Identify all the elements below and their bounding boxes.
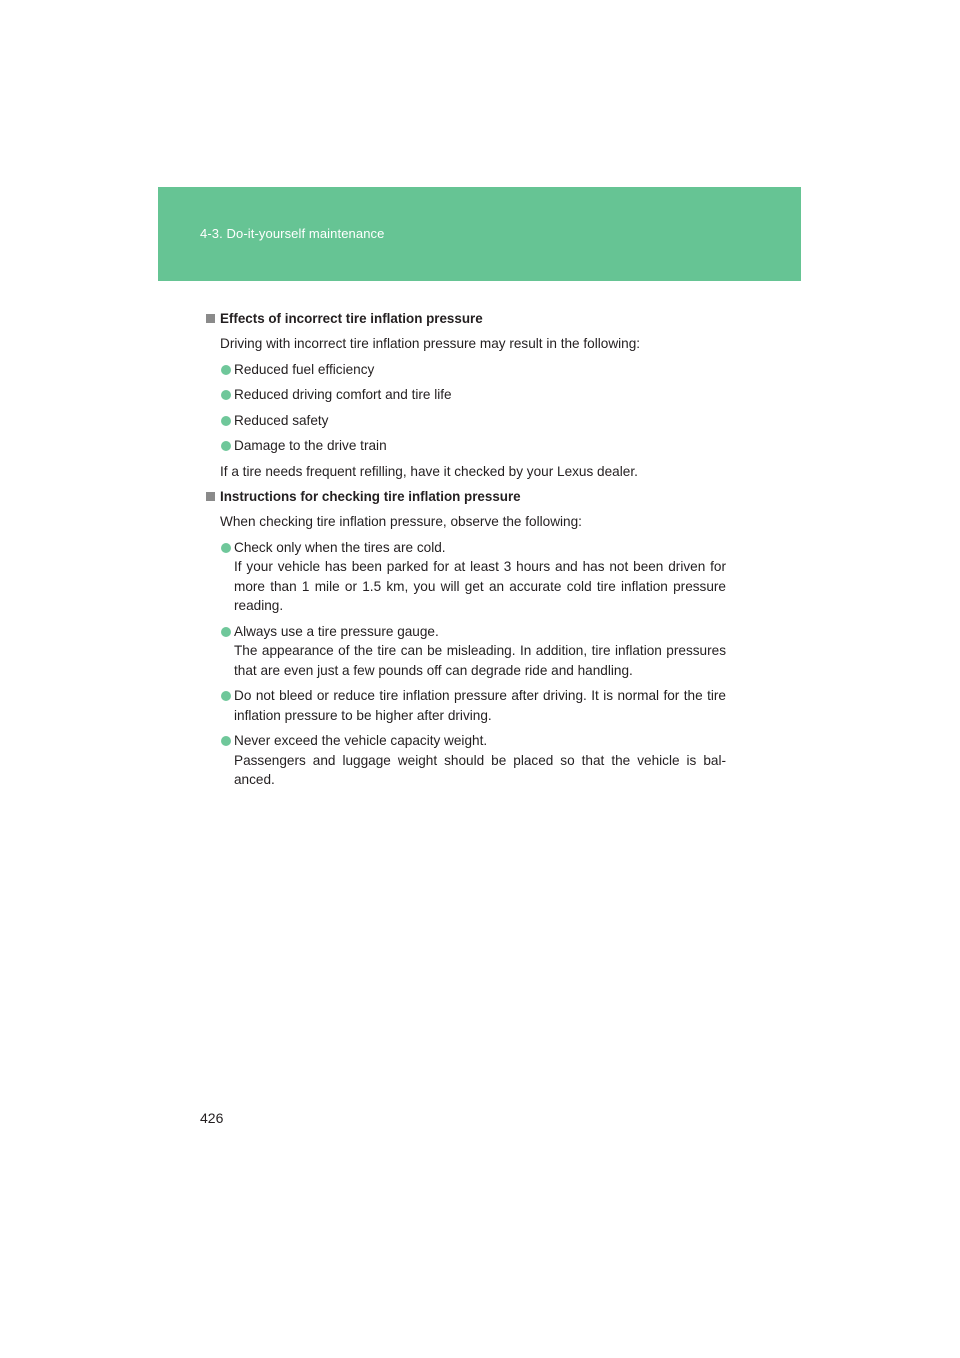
circle-bullet-icon	[221, 416, 231, 426]
circle-bullet-icon	[221, 543, 231, 553]
list-item	[206, 686, 726, 725]
list-item-text: Reduced driving comfort and tire life	[234, 387, 452, 402]
list-item-title: Check only when the tires are cold.	[234, 539, 446, 555]
section-heading-text: Instructions for checking tire inflation pressure	[220, 488, 521, 504]
list-item	[206, 385, 726, 405]
circle-bullet-icon	[221, 441, 231, 451]
circle-bullet-icon	[221, 390, 231, 400]
list-item-detail: The appearance of the tire can be misleading. In addition, tire inflation pressures that are even just a few pounds off can degrade ride and handling.	[234, 643, 726, 678]
section-intro: When checking tire inflation pressure, observe the following:	[220, 514, 582, 529]
list-item-text: Damage to the drive train	[234, 438, 387, 453]
page-content	[206, 309, 726, 790]
list-item-detail: If your vehicle has been parked for at least 3 hours and has not been driven for more than 1 mile or 1.5 km, you will get an accurate cold tire inflation pressure reading.	[234, 559, 726, 613]
circle-bullet-icon	[221, 365, 231, 375]
section-note: If a tire needs frequent refilling, have it checked by your Lexus dealer.	[220, 463, 638, 479]
list-item	[206, 538, 726, 616]
square-bullet-icon	[206, 492, 215, 501]
list-item-text: Reduced safety	[234, 412, 329, 428]
list-item-text: Reduced fuel efficiency	[234, 361, 375, 377]
list-item-detail: Passengers and luggage weight should be placed so that the vehicle is bal-anced.	[234, 752, 726, 787]
circle-bullet-icon	[221, 627, 231, 637]
section-heading-text: Effects of incorrect tire inflation pressure	[220, 310, 483, 326]
section-heading	[206, 487, 726, 506]
section-checking-instructions	[206, 487, 726, 790]
list-item-title: Do not bleed or reduce tire inflation pressure after driving. It is normal for the tire inflation pressure to be higher after driving.	[234, 688, 726, 723]
section-header-band	[158, 187, 801, 281]
list-item	[206, 436, 726, 456]
section-incorrect-pressure	[206, 309, 726, 481]
list-item	[206, 411, 726, 431]
section-heading	[206, 309, 726, 328]
list-item-title: Always use a tire pressure gauge.	[234, 623, 439, 639]
section-title: 4-3. Do-it-yourself maintenance	[200, 226, 385, 241]
list-item	[206, 731, 726, 790]
circle-bullet-icon	[221, 691, 231, 701]
square-bullet-icon	[206, 314, 215, 323]
section-intro: Driving with incorrect tire inflation pressure may result in the following:	[220, 336, 641, 351]
circle-bullet-icon	[221, 736, 231, 746]
list-item	[206, 360, 726, 380]
page-number: 426	[200, 1110, 224, 1126]
list-item	[206, 622, 726, 681]
list-item-title: Never exceed the vehicle capacity weight.	[234, 733, 488, 748]
